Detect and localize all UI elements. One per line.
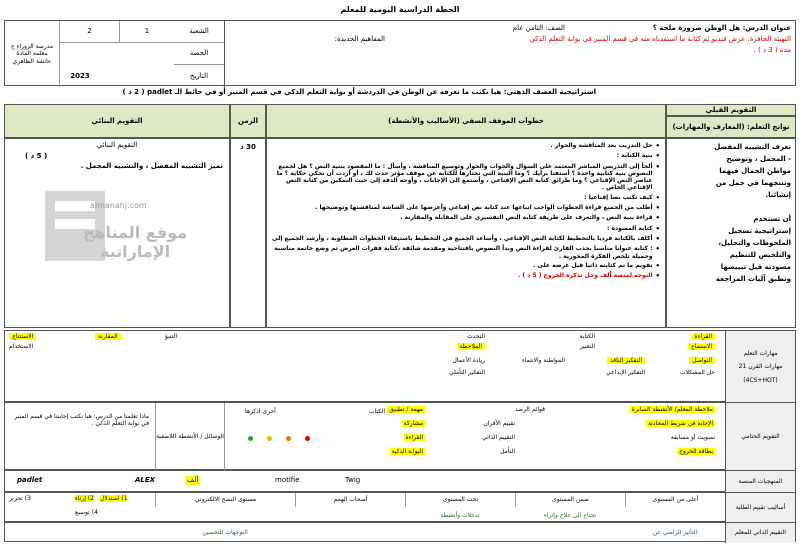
step-text: : كتابة عنوانا مناسبا يجذب القارئ لقراءة النص وبدأ النصوص بافتتاحية ومقدمة شائقة ،كتابة فقرات العرض ثم وضع خاتمة مناسبة وجميلة تلخص الفكرة المحورية . — [274, 245, 653, 260]
footer-item-1: 1) استدلال — [99, 495, 128, 502]
section-label: الشعبة — [174, 21, 224, 43]
outcome-line: والتلخيص للتنظيم — [729, 251, 791, 259]
status-orange-dot — [286, 436, 291, 441]
outcome-line — [671, 203, 791, 213]
warmup-time: مدة ( 3 د ) . — [753, 46, 791, 54]
steps-column — [266, 138, 666, 328]
skill-observation: الملاحظة — [457, 343, 485, 350]
status-red-dot — [305, 436, 310, 441]
skill-speaking: التحدث — [467, 333, 485, 340]
watermark-site: almanahj.com — [90, 201, 147, 210]
tools-reflection: ماذا تعلمنا من الدرس: هيا نكتب إجابتنا في قسم المنبر في بوابة التعلم الذكي . — [14, 413, 149, 428]
diff-label: المنهجيات المنصة — [725, 471, 795, 493]
outcome-line: إستراتيجية تسجيل — [728, 227, 791, 235]
tools-label: الوسائل / الأنشطة اللاصفية — [155, 403, 225, 471]
bullet-icon: • — [655, 235, 660, 244]
skill-entrepreneur: التفكير التأملي — [448, 369, 485, 376]
levels-row — [4, 492, 796, 522]
source-padlet: padlet — [17, 476, 43, 484]
step-item — [272, 194, 660, 202]
bullet-icon: • — [655, 224, 660, 233]
bullet-icon: • — [655, 261, 660, 270]
formative-title: التقويم البنائي — [96, 141, 138, 149]
assessment-label: أساليب تقييم الطلبة — [725, 493, 795, 523]
time-column — [230, 138, 266, 328]
source-alef: ألف — [187, 476, 199, 484]
strategy-text: استراتيجية العصف الذهني: هيا نكتب ما نعرفه عن الوطن في الدردشة أو بوابة التعلم الذكي في قسم المنبر أو في حائط الـ padlet ( 2 د ) — [122, 88, 596, 96]
outcome-line: وتنتجهما في جمل من — [715, 179, 791, 187]
formative-text: تميز التشبيه المفصل ، والتشبيه المجمل . — [80, 161, 223, 170]
eval-row — [4, 402, 796, 470]
eval-observation: ملاحظة المعلم/ الأنشطة السابرة — [631, 406, 713, 413]
step-text: كيف تكتب نصا إقناعيا : — [584, 193, 653, 201]
teacher-self-label: التقييم الذاتي للمعلم — [725, 523, 795, 543]
formative-time: ( 5 د ) — [25, 151, 48, 160]
step-item — [272, 262, 660, 270]
bullet-icon: • — [655, 142, 660, 150]
time-header: الزمن — [230, 104, 266, 138]
skill-writing: الكتابة — [579, 333, 595, 340]
outcome-line: مسودته قبل تبييضها — [720, 263, 791, 271]
warmup-text: التهيئة الحافزة: عرض فيديو ثم كتابة ما استفدناه منه في قسم المنبر في بوابة التعلم الذكي — [529, 35, 791, 43]
page-title: الخطة الدراسية اليومية للمعلم — [340, 4, 460, 14]
step-text: كتابة المسودة : — [607, 224, 653, 232]
date-label: التاريخ — [189, 71, 209, 80]
eval-reflect: التأمل — [500, 448, 515, 455]
satisfied-label: التأثير الراضي عن — [652, 529, 698, 537]
step-text: حل التدريب بعد المناقشة والحوار . — [550, 142, 653, 149]
section-value-1: 1 — [119, 21, 174, 43]
skills21-sub: (4CS+HOT) — [743, 376, 778, 384]
tools-book: الكتاب — [368, 408, 385, 415]
eval-self: التقييم الذاتي — [482, 434, 515, 441]
step-text: قراءة بنية النص ، والتعرف على طريقة كتابة النص التفسيري على المقابلة والمقارنة . — [400, 214, 653, 222]
bullet-icon: • — [655, 162, 660, 171]
skill-listening: الاستماع — [688, 343, 715, 350]
outcome-line: مواطن الجمال فيهما — [719, 167, 791, 175]
eval-chat: الإجابة في شريط المحادثة — [647, 420, 713, 427]
eval-exit: بطاقة الخروج — [679, 448, 713, 455]
eval-smart: البوابة الذكية — [391, 448, 423, 455]
grade-label: الصف: الثامن عام — [512, 24, 565, 32]
step-item — [272, 163, 660, 192]
skill-reason: المواطنة والانتماء — [521, 357, 565, 364]
step-item — [272, 272, 660, 280]
skill-conclude: الاستنتاج — [9, 333, 36, 340]
section-value-2: 2 — [59, 21, 119, 43]
outcome-line: الملحوظات والتحليل، — [718, 239, 791, 247]
step-item — [272, 235, 660, 243]
year-value: 2023 — [70, 71, 90, 80]
skill-compare: المقارنة — [95, 333, 121, 340]
period-label: الحصة — [174, 43, 224, 65]
formative-header: التقويم البنائي — [4, 104, 230, 138]
step-text: بنية الكتابة : — [616, 152, 653, 160]
status-green-dot — [248, 436, 253, 441]
step-item — [272, 142, 660, 150]
skill-predict: التنبؤ — [165, 333, 178, 340]
level-special: أصحاب الهمم — [295, 493, 405, 507]
new-concepts: المفاهيم الجديدة: — [334, 35, 385, 43]
time-value: 30 د — [240, 143, 256, 151]
footer-item-3: 3) تحرير — [9, 495, 31, 502]
note-remedial: تحتاج الى علاج وإثراء — [543, 512, 597, 520]
skill-collab: التواصل — [689, 357, 715, 364]
step-item — [272, 214, 660, 222]
bullet-icon: • — [655, 272, 660, 281]
step-item — [272, 152, 660, 160]
bullet-icon: • — [655, 152, 660, 161]
lesson-title: عنوان الدرس: هل الوطن ضرورة ملحة ؟ — [652, 24, 791, 32]
outcomes-column — [666, 138, 796, 328]
steps-header: خطوات الموقف الصفي (الأساليب والأنشطة) — [266, 104, 666, 138]
step-item — [272, 225, 660, 233]
strategy-row — [4, 88, 796, 102]
skill-use: الاستخدام — [9, 343, 34, 350]
step-text: أطلب من الجميع قراءة الخطوات الواجب اتباعها عند كتابة نص إقناعي وأعرضها على الشاشة لمناقشتها وتوضيحها . — [315, 203, 653, 211]
step-text: تقويم ما تم كتابته ذاتيا قبل عرضه على . — [533, 261, 653, 269]
outcome-line: وتطبق آليات المراجعة — [715, 275, 791, 283]
step-item — [272, 245, 660, 259]
level-above: أعلى من المستوى — [625, 493, 725, 507]
eval-label: التقويم الختامي — [725, 403, 795, 471]
tools-other: أخرى اذكرها — [245, 408, 276, 415]
bullet-icon: • — [655, 193, 660, 202]
skill-creative: التفكير الإبداعي — [606, 369, 645, 376]
bullet-icon: • — [655, 214, 660, 223]
pre-eval-header: التقويم القبلي — [666, 104, 796, 116]
eval-peer: تقييم الأقران — [483, 420, 515, 427]
skill-expression: التعبير — [579, 343, 595, 350]
step-item — [272, 204, 660, 212]
outcome-line: أن تستخدم — [753, 215, 791, 223]
eval-share: مشاركة — [403, 420, 423, 427]
skill-solve: حل المشكلات — [679, 369, 715, 376]
source-twig: Twig — [345, 476, 361, 484]
bullet-icon: • — [655, 245, 660, 254]
step-text: التوجه لمنصة ألف وحل تذكرة الخروج ( 5 د ) . — [518, 272, 653, 280]
skill-leader: ريادة الأعمال — [452, 357, 485, 364]
step-text: أكلف بالكتابة فرديا بالتخطيط لكتابة النص الإقناعي ، وأساعد الجميع في التخطيط باستيفاء الخطوات المطلوبة ، وأرشد الجميع إلى — [272, 235, 653, 243]
eval-check: قوائم الرصد — [514, 406, 545, 413]
formative-column — [4, 138, 230, 328]
teacher-name: عائشة الظاهري — [12, 57, 52, 65]
status-yellow-dot — [267, 436, 272, 441]
teacher-label: معلمة المادة — [16, 50, 48, 58]
source-alex: ALEX — [135, 476, 156, 484]
step-text: ألجأ إلى التدريس المباشر المعتمد على السؤال والجواب والحوار وتوسيع المناقشة ، وأسأل : ما المقصود ببنية النص ؟ هل لجميع النصوص بنية كتابية واحدة ؟ أستفتا برأيك ؟ وما البنية التي نختارها للكتابة عن موقف مؤثر حدث لك ، أو أردت أن تحكي حكاية ؟ ما عناصر النص الإقناعي ؟ وما طرائق كتابة النص الإقناعي ، وأستمع الى الإجابات ، وأوجه الدفة إلى حيث التمكين من كتابة النص الإقناعي الخاص . — [276, 162, 653, 192]
outcomes-header: نواتج التعلم: (المعارف والمهارات) — [666, 116, 796, 138]
footer-item-4: 4) توسيع — [75, 509, 98, 516]
outcome-line: إنشائنا. — [765, 191, 791, 199]
eval-vote: تصويت أو مسابقة — [670, 434, 715, 441]
level-below: تحت المستوى — [405, 493, 515, 507]
skills-row — [4, 330, 796, 402]
eval-reading: القراءة — [405, 434, 423, 441]
sources-row — [4, 470, 796, 492]
footer-item-2: 2) إرثاء — [75, 495, 94, 502]
footer-row — [4, 522, 796, 542]
school-name: مدرسة الزوراء ح — [10, 43, 54, 51]
note-interventions: تدخلات وأنشطة — [440, 512, 480, 520]
skills21-label: مهارات القرن 21 — [738, 363, 783, 371]
footer-right-label: مستوى النصح الالكتروني — [155, 493, 295, 507]
skills-label: مهارات التعلم — [743, 350, 778, 358]
bullet-icon: • — [655, 203, 660, 212]
eval-task: مهمة / تطبيق — [389, 406, 423, 413]
header-block — [4, 20, 796, 86]
level-within: ضمن المستوى — [515, 493, 625, 507]
outcome-line: تعرف التشبيه المفصل — [714, 143, 791, 151]
outcome-line: - المجمل ، وتوضيح — [726, 155, 791, 163]
skill-critical: التفكير الناقد — [607, 357, 645, 364]
improve-label: التوجهات للتحسين — [202, 529, 248, 537]
watermark-arabic: موقع المناهج الإماراتية — [82, 223, 188, 261]
skill-reading: القراءة — [692, 333, 715, 340]
source-motifie: motifie — [275, 476, 300, 484]
